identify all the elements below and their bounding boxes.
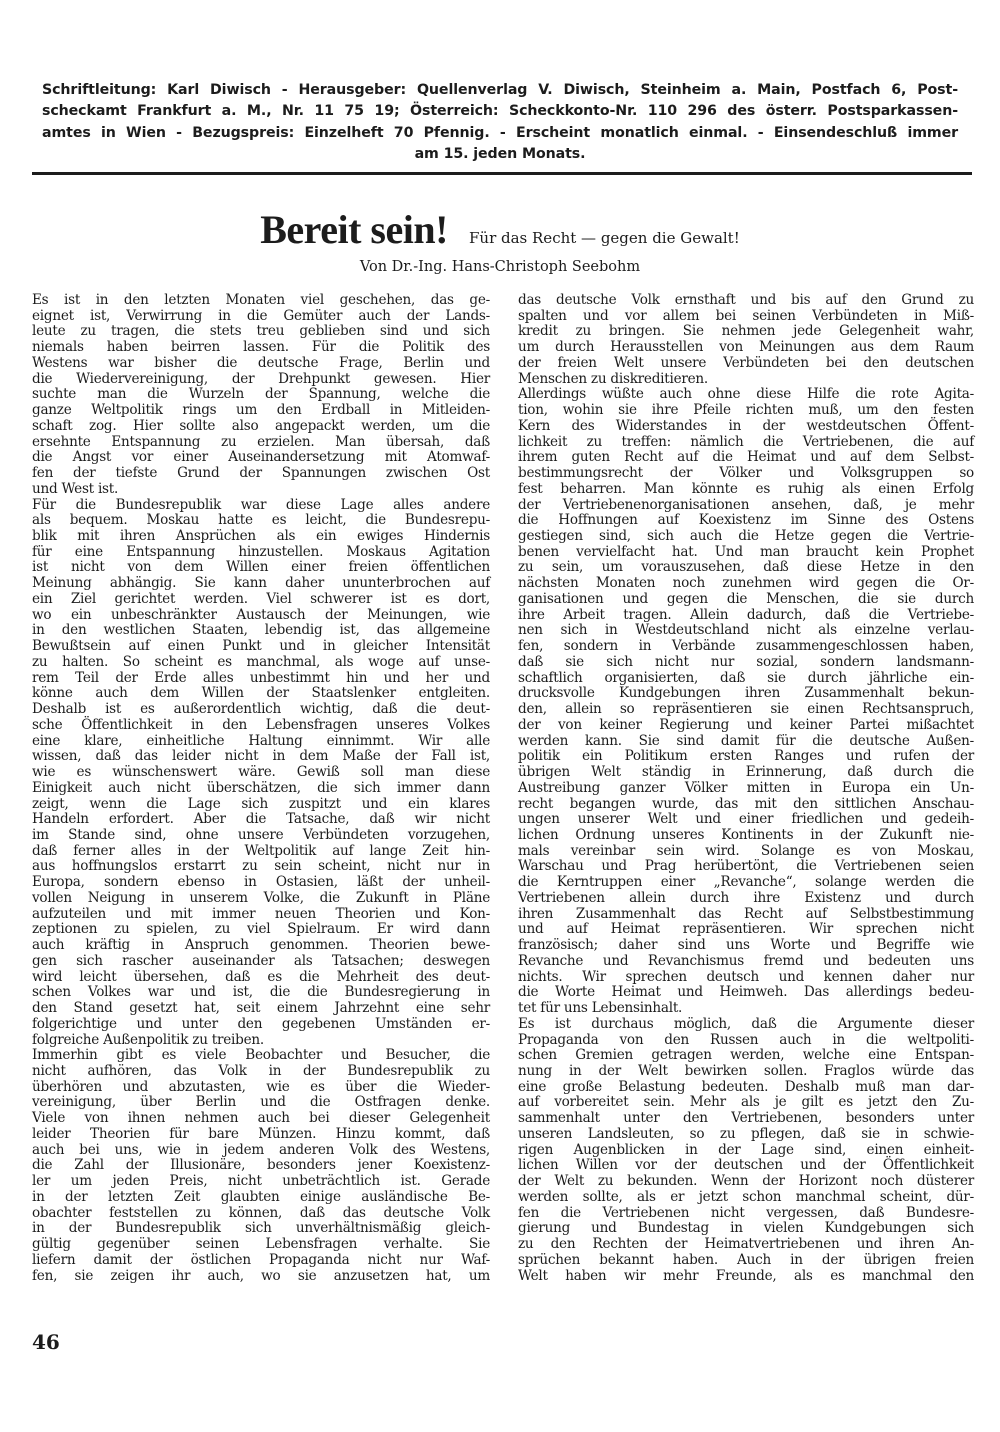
article-text-line: tet für uns Lebensinhalt. [518,1000,683,1017]
article-text-line: Es ist in den letzten Monaten viel geschehen, das ge- [32,292,490,308]
article-title: Bereit sein! [260,207,448,252]
article-text-line: in den westlichen Staaten, lebendig ist, das allgemeine [32,622,490,639]
article-text-line: ersehnte Entspannung zu erzielen. Man übersah, daß [32,433,490,450]
article-text-line: werden kann. Sie sind damit für die deutsche Außen- [518,732,974,749]
article-text-line: nächsten Monaten noch zunehmen wird gegen die Or- [518,575,974,592]
article-text-line: rigen Augenblicken in der Lage sind, einen einheit- [518,1141,974,1158]
article-text-line: zu halten. So scheint es manchmal, als woge auf unse- [32,653,490,670]
article-text-line: ihren Zusammenhalt das Recht auf Selbstbestimmung [518,905,974,922]
article-text-line: Meinung abhängig. Sie kann daher ununterbrochen auf [32,575,490,592]
article-text-line: der Welt zu bekunden. Wenn der Horizont noch düsterer [518,1173,974,1190]
article-text-line: Einigkeit auch nicht überschätzen, die sich immer dann [32,779,490,796]
article-text-line: wo ein unbeschränkter Austausch der Meinungen, wie [32,606,490,623]
article-text-line: Westens war bisher die deutsche Frage, Berlin und [32,354,490,371]
article-text-line: und West ist. [32,480,119,497]
article-subtitle: Für das Recht — gegen die Gewalt! [469,229,740,247]
article-text-line: die Wiedervereinigung, der Drehpunkt gewesen. Hier [32,370,490,387]
article-text-line: benen vervielfacht hat. Und man braucht kein Prophet [518,543,974,560]
article-text-line: den Stand gesetzt hat, seit einem Jahrzehnt eine sehr [32,1000,490,1017]
article-text-line: für eine Entspannung hinzustellen. Moskaus Agitation [32,543,490,560]
article-text-line: eignet ist, Verwirrung in die Gemüter auch der Lands- [32,307,490,324]
article-text-line: Kern des Widerstandes in der westdeutschen Öffent- [518,417,974,434]
article-text-line: sammenhalt unter den Vertriebenen, besonders unter [518,1110,974,1127]
article-text-line: wie es wünschenswert wäre. Gewiß soll man diese [32,764,490,781]
article-text-line: ler um jeden Preis, nicht unbeträchtlich ist. Gerade [32,1173,490,1190]
article-text-line: vereinigung, über Berlin und die Ostfragen denke. [32,1094,490,1111]
article-text-line: daß sie sich nicht nur sozial, sondern landsmann- [518,653,974,670]
article-text-line: der von keiner Regierung und keiner Partei mißachtet [518,716,974,733]
article-text-line: rem Teil der Erde alles unbestimmt hin und her und [32,669,490,686]
article-text-line: lichen Ordnung unseres Kontinents in der Zukunft nie- [518,826,974,843]
article-text-line: fen der tiefste Grund der Spannungen zwischen Ost [32,465,490,482]
article-text-line: die Worte Heimat und Heimweh. Das allerdings bedeu- [518,984,974,1001]
article-text-line: Es ist durchaus möglich, daß die Argumente dieser [518,1015,974,1032]
article-text-line: folgreiche Außenpolitik zu treiben. [32,1031,264,1048]
article-text-line: drucksvolle Kundgebungen ihren Zusammenhalt bekun- [518,685,974,702]
article-text-line: Bewußtsein auf einen Punkt und in gleicher Intensität [32,638,490,655]
article-text-line: Revanche und Revanchismus fremd und bedeuten uns [518,952,974,969]
article-text-line: aufzuteilen und mit immer neuen Theorien und Kon- [32,905,490,922]
article-text-line: suchte man die Wurzeln der Spannung, welche die [32,386,490,403]
article-text-line: fen die Vertriebenen nicht vergessen, daß Bundesre- [518,1204,974,1221]
article-text-line: im Stande sind, ohne unsere Verbündeten vorzugehen, [32,826,490,843]
article-text-line: wissen, daß das leider nicht in dem Maße der Fall ist, [32,748,490,765]
article-text-line: ungen unserer Welt und einer friedlichen und gedeih- [518,811,974,828]
article-text-line: recht begangen wurde, das mit den sittlichen Anschau- [518,795,974,812]
article-text-line: schen Volkes war und ist, die die Bundesregierung in [32,984,490,1001]
article-text-line: zeptionen zu spielen, zu viel Spielraum. Er wird dann [32,921,490,938]
article-text-line: Austreibung ganzer Völker mitten in Europa ein Un- [518,779,974,796]
article-text-line: sprüchen bekannt haben. Auch in der übrigen freien [518,1251,974,1268]
article-text-line: die Angst vor einer Auseinandersetzung mit Atomwaf- [32,449,490,466]
page-number: 46 [32,1330,60,1354]
article-text-line: französisch; daher sind uns Worte und Begriffe wie [518,937,974,954]
article-text-line: folgerichtige und unter den gegebenen Umständen er- [32,1015,490,1032]
article-text-line: Europa, sondern ebenso in Ostasien, läßt der unheil- [32,874,490,891]
article-text-line: Allerdings wüßte auch ohne diese Hilfe die rote Agita- [518,386,974,403]
article-text-line: gen sich rascher auseinander als Tatsachen; deswegen [32,952,490,969]
article-text-line: auf vorbereitet sein. Mehr als je gilt es jetzt den Zu- [518,1094,974,1111]
masthead-line: am 15. jeden Monats. [414,145,586,162]
article-text-line: Propaganda von den Russen auch in die weltpoliti- [518,1031,974,1048]
article-text-line: um durch Herausstellen von Meinungen aus dem Raum [518,339,974,356]
article-text-line: der freien Welt unsere Verbündeten bei den deutschen [518,354,974,371]
masthead-divider [32,172,972,175]
article-text-line: leute zu tragen, die stets treu geblieben sind und sich [32,323,490,340]
article-text-line: überhören und abzutasten, wie es über die Wieder- [32,1078,490,1095]
article-text-line: Viele von ihnen nehmen auch bei dieser Gelegenheit [32,1110,490,1127]
article-text-line: ihrem guten Recht auf die Heimat und auf dem Selbst- [518,449,974,466]
article-text-line: tion, wohin sie ihre Pfeile richten muß, um den festen [518,402,974,419]
article-text-line: schaft zog. Hier sollte also angepackt werden, um die [32,417,490,434]
article-text-line: nen sich in Westdeutschland nicht als einzelne verlau- [518,622,974,639]
article-text-line: schen Gremien getragen werden, welche eine Entspan- [518,1047,974,1064]
article-text-line: zu sein, um vorauszusehen, daß diese Hetze in den [518,559,974,576]
article-text-line: bestimmungsrecht der Völker und Volksgruppen so [518,465,974,482]
article-author: Von Dr.-Ing. Hans-Christoph Seebohm [359,259,641,275]
article-text-line: ganisationen und gegen die Menschen, die sie durch [518,590,974,607]
article-text-line: aus hoffnungslos erstarrt zu sein scheint, nicht nur in [32,858,490,875]
article-text-line: obachter feststellen zu können, daß das deutsche Volk [32,1204,490,1221]
article-text-line: zu den Rechten der Heimatvertriebenen und ihren An- [518,1236,974,1253]
article-text-line: ihre Arbeit tragen. Allein dadurch, daß die Vertriebe- [518,606,974,623]
article-column-left [32,293,490,1284]
masthead-line: Schriftleitung: Karl Diwisch - Herausgeber: Quellenverlag V. Diwisch, Steinheim a. Main, Postfach 6, Post- [42,82,958,98]
article-text-line: politik ein Politikum ersten Ranges und rufen der [518,748,974,765]
article-text-line: ein Ziel gerichtet werden. Viel schwerer ist es dort, [32,590,490,607]
article-text-line: Für die Bundesrepublik war diese Lage alles andere [32,496,490,513]
article-text-line: auch kräftig in Anspruch genommen. Theorien bewe- [32,937,490,954]
article-text-line: zeigt, wenn die Lage sich zuspitzt und ein klares [32,795,490,812]
article-text-line: Immerhin gibt es viele Beobachter und Besucher, die [32,1047,490,1064]
article-text-line: blik mit ihren Ansprüchen als ein ewiges Hindernis [32,528,490,545]
article-text-line: unseren Landsleuten, so zu pflegen, daß sie in schwie- [518,1125,974,1142]
article-text-line: kredit zu bringen. Sie nehmen jede Gelegenheit wahr, [518,323,974,340]
article-text-line: ist nicht von dem Willen einer freien öffentlichen [32,559,490,576]
article-column-right [518,293,974,1284]
article-text-line: auch bei uns, wie in jedem anderen Volk des Westens, [32,1141,490,1158]
article-text-line: mals vereinbar sein wird. Solange es von Moskau, [518,842,974,859]
article-text-line: der Vertriebenenorganisationen ansehen, daß, je mehr [518,496,974,513]
article-text-line: lichen Willen vor der deutschen und der Öffentlichkeit [518,1157,974,1174]
article-text-line: gierung und Bundestag in vielen Kundgebungen sich [518,1220,974,1237]
masthead-imprint [42,80,958,165]
article-text-line: wird leicht übersehen, daß es die Mehrheit des deut- [32,968,490,985]
article-text-line: sche Öffentlichkeit in den Lebensfragen unseres Volkes [32,716,490,733]
article-text-line: schaftlich organisierten, daß sie durch jährliche ein- [518,669,974,686]
article-text-line: werden sollte, als er jetzt schon manchmal scheint, dür- [518,1188,974,1205]
article-text-line: übrigen Welt ständig in Erinnerung, daß durch die [518,764,974,781]
article-text-line: nichts. Wir sprechen deutsch und kennen daher nur [518,968,974,985]
article-text-line: in der Bundesrepublik sich unverhältnismäßig gleich- [32,1220,490,1237]
article-headline [0,206,1000,253]
article-text-line: Vertriebenen allein durch ihre Existenz und durch [518,889,974,906]
article-text-line: das deutsche Volk ernsthaft und bis auf den Grund zu [518,292,974,308]
article-text-line: die Kerntruppen einer „Revanche“, solange werden die [518,874,974,891]
article-text-line: Welt haben wir mehr Freunde, als es manchmal den [518,1267,974,1284]
article-text-line: gültig gegenüber seinen Lebensfragen verhalte. Sie [32,1236,490,1253]
article-text-line: Handeln erfordert. Aber die Tatsache, daß wir nicht [32,811,490,828]
article-text-line: fest beharren. Man könnte es ruhig als einen Erfolg [518,480,974,497]
article-text-line: niemals haben beirren lassen. Für die Politik des [32,339,490,356]
article-text-line: nung in der Welt bewirken sollen. Fraglos würde das [518,1062,974,1079]
article-text-line: lichkeit zu treffen: nämlich die Vertriebenen, die auf [518,433,974,450]
article-text-line: die Zahl der Illusionäre, besonders jener Koexistenz- [32,1157,490,1174]
article-text-line: fen, sie zeigen ihr auch, wo sie anzusetzen hat, um [32,1267,490,1284]
article-text-line: eine klare, einheitliche Haltung einnimmt. Wir alle [32,732,490,749]
article-text-line: in der letzten Zeit glaubten einige ausländische Be- [32,1188,490,1205]
article-text-line: und auf Heimat repräsentieren. Wir sprechen nicht [518,921,974,938]
article-text-line: liefern damit der östlichen Propaganda nicht nur Waf- [32,1251,490,1268]
article-text-line: Menschen zu diskreditieren. [518,370,709,387]
article-text-line: könne auch dem Willen der Staatslenker entgleiten. [32,685,490,702]
article-text-line: den, allein so repräsentieren sie einen Rechtsanspruch, [518,701,974,718]
article-text-line: daß ferner alles in der Weltpolitik auf lange Zeit hin- [32,842,490,859]
article-text-line: Deshalb ist es außerordentlich wichtig, daß die deut- [32,701,490,718]
article-text-line: gestiegen sind, sich auch die Hetze gegen die Vertrie- [518,528,974,545]
article-text-line: fen, sondern in Verbände zusammengeschlossen haben, [518,638,974,655]
article-text-line: spalten und vor allem bei seinen Verbündeten in Miß- [518,307,974,324]
article-text-line: die Hoffnungen auf Koexistenz im Sinne des Ostens [518,512,974,529]
article-text-line: leider Theorien für bare Münzen. Hinzu kommt, daß [32,1125,490,1142]
article-text-line: eine große Belastung bedeuten. Deshalb muß man dar- [518,1078,974,1095]
article-text-line: vollen Neigung in unserem Volke, die Zukunft in Pläne [32,889,490,906]
article-text-line: als bequem. Moskau hatte es leicht, die Bundesrepu- [32,512,490,529]
masthead-line: scheckamt Frankfurt a. M., Nr. 11 75 19; Österreich: Scheckkonto-Nr. 110 296 des österr. Postsparkassen- [42,103,958,120]
article-text-line: nicht aufhören, das Volk in der Bundesrepublik zu [32,1062,490,1079]
article-text-line: Warschau und Prag herübertönt, die Vertriebenen seien [518,858,974,875]
masthead-line: amtes in Wien - Bezugspreis: Einzelheft 70 Pfennig. - Erscheint monatlich einmal. - Einsendeschluß immer [42,124,958,141]
article-text-line: ganze Weltpolitik rings um den Erdball in Mitleiden- [32,402,490,419]
